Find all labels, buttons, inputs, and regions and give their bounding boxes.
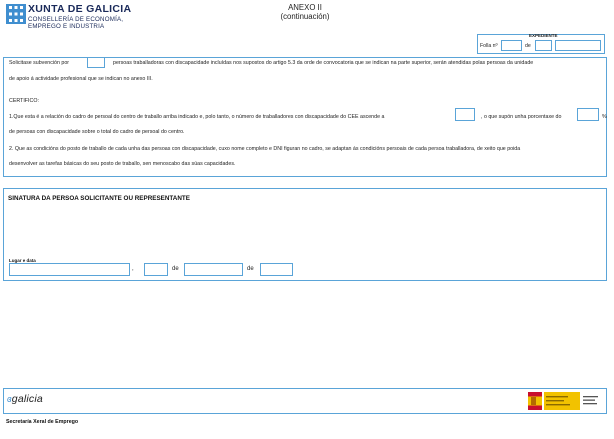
request-text-line2: de apoio á actividade profesional que se indican no anexo III.: [9, 76, 153, 82]
expediente-label: EXPEDIENTE: [529, 33, 558, 38]
certifico-item1-text: 1.Que esta é a relación do cadro de persoal do centro de traballo arriba indicado e, polo tanto, o número de traballadores con discapacidade do CEE ascende a: [9, 114, 385, 120]
place-date-label: Lugar e data: [9, 258, 36, 263]
footer-box: [3, 388, 607, 414]
year-field[interactable]: [260, 263, 293, 276]
request-text-before: Solicitase subvención por: [9, 60, 70, 66]
department-line-2: EMPREGO E INDUSTRIA: [28, 23, 105, 31]
department-name: [28, 16, 123, 31]
date-de-label-2: de: [247, 266, 254, 272]
galicia-logo-text: galicia: [11, 393, 43, 405]
secretaria-label: Secretaría Xeral de Emprego: [6, 419, 79, 425]
annex-subtitle: (continuación): [280, 12, 330, 21]
folla-de-label: de: [525, 43, 531, 49]
place-comma: ,: [132, 266, 134, 272]
date-de-label-1: de: [172, 266, 179, 272]
expediente-field[interactable]: [555, 40, 601, 51]
galicia-logo-mark: ɞ: [7, 394, 12, 404]
xunta-logo-icon: [6, 4, 26, 24]
employees-count-field[interactable]: [455, 108, 475, 121]
annex-title: ANEXO II: [288, 3, 322, 12]
galicia-logo: [7, 393, 43, 405]
place-field[interactable]: [9, 263, 130, 276]
certifico-heading: CERTIFICO:: [9, 98, 39, 104]
department-line-1: CONSELLERÍA DE ECONOMÍA,: [28, 16, 124, 23]
folla-total-field[interactable]: [535, 40, 552, 51]
signature-title: SINATURA DA PERSOA SOLICITANTE OU REPRESENTANTE: [8, 195, 190, 202]
folla-label: Folla nº: [480, 43, 498, 49]
day-field[interactable]: [144, 263, 168, 276]
certifico-item1-line2: de persoas con discapacidade sobre o total do cadro de persoal do centro.: [9, 129, 185, 135]
request-count-field[interactable]: [87, 57, 105, 68]
month-field[interactable]: [184, 263, 243, 276]
org-name: XUNTA DE GALICIA: [28, 3, 132, 15]
gobierno-de-espana-logo: [528, 392, 600, 410]
request-text-after: persoas traballadoras con discapacidade incluídas nos supostos do artigo 5.3 da orde de convocatoria que se indican na parte superior, serán atendidas polas persoas da unidade: [113, 60, 534, 66]
percentage-field[interactable]: [577, 108, 599, 121]
certifico-item1-middle: , o que supón unha porcentaxe do: [481, 114, 562, 120]
percent-sign: %: [602, 114, 607, 120]
certifico-item2-line2: desenvolver as tarefas básicas do seu posto de traballo, sen menoscabo das súas capacidades.: [9, 161, 236, 167]
certifico-item2-line1: 2. Que as condicións do posto de traballo de cada unha das persoas con discapacidade, cuxo nome completo e DNI figuran no cadro, se adaptan ás condicións persoais de cada persoa traballadora, de xeito que poida: [9, 146, 521, 152]
annex-title-block: [230, 3, 380, 21]
folla-number-field[interactable]: [501, 40, 522, 51]
